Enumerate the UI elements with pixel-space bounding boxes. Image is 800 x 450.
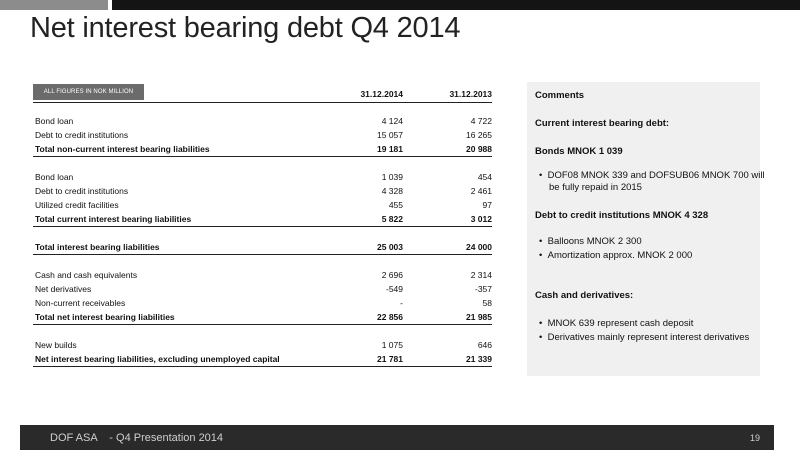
row-value-2014: 455 [388, 200, 403, 210]
table-row [33, 184, 492, 198]
row-label: Utilized credit facilities [35, 200, 119, 210]
row-label: Bond loan [35, 172, 74, 182]
row-value-2014: 22 856 [377, 312, 403, 322]
table-row-total [33, 142, 492, 157]
row-value-2013: 4 722 [470, 116, 492, 126]
column-header-2013: 31.12.2013 [449, 89, 492, 99]
row-value-2014: 21 781 [377, 354, 403, 364]
units-badge: ALL FIGURES IN NOK MILLION [33, 84, 144, 100]
page-number: 19 [749, 433, 760, 443]
row-value-2013: 58 [482, 298, 492, 308]
row-label: Total net interest bearing liabilities [35, 312, 175, 322]
bonds-bullet: • DOF08 MNOK 339 and DOFSUB06 MNOK 700 will be fully repaid in 2015 [539, 170, 765, 193]
credit-bullet: • Amortization approx. MNOK 2 000 [539, 250, 693, 261]
row-value-2014: -549 [385, 284, 403, 294]
row-label: Debt to credit institutions [35, 130, 129, 140]
row-value-2013: 2 461 [470, 186, 492, 196]
row-value-2013: 16 265 [466, 130, 492, 140]
credit-bullet: • Balloons MNOK 2 300 [539, 236, 642, 247]
row-value-2013: 454 [477, 172, 492, 182]
row-value-2014: 1 039 [381, 172, 403, 182]
comments-panel [527, 82, 765, 376]
top-bar-accent [0, 0, 108, 10]
row-value-2014: 2 696 [381, 270, 403, 280]
table-row [33, 198, 492, 212]
column-header-2014: 31.12.2014 [360, 89, 403, 99]
comments-heading: Comments [535, 90, 585, 101]
row-label: Total interest bearing liabilities [35, 242, 160, 252]
table-row [33, 128, 492, 142]
row-value-2014: 19 181 [377, 144, 403, 154]
table-row [33, 282, 492, 296]
row-value-2014: 15 057 [377, 130, 403, 140]
table-row-total [33, 310, 492, 325]
row-value-2013: 97 [482, 200, 492, 210]
row-value-2014: 25 003 [377, 242, 403, 252]
current-debt-heading: Current interest bearing debt: [535, 118, 670, 129]
table-row [33, 296, 492, 310]
bullet-text: MNOK 639 represent cash deposit [547, 318, 694, 329]
footer-bar [20, 425, 774, 450]
table-row [33, 114, 492, 128]
row-value-2014: 1 075 [381, 340, 403, 350]
cash-bullet: • Derivatives mainly represent interest derivatives [539, 332, 750, 343]
row-value-2014: 4 124 [381, 116, 403, 126]
row-label: Total non-current interest bearing liabilities [35, 144, 210, 154]
footer-text: DOF ASA - Q4 Presentation 2014 [50, 432, 224, 444]
top-bar [0, 0, 800, 10]
row-value-2013: 2 314 [470, 270, 492, 280]
bullet-text: Balloons MNOK 2 300 [547, 236, 642, 247]
table-row [33, 170, 492, 184]
row-value-2013: 21 339 [466, 354, 492, 364]
table-row-total [33, 352, 492, 367]
row-label: Total current interest bearing liabilities [35, 214, 192, 224]
row-value-2014: 5 822 [381, 214, 403, 224]
row-value-2013: 24 000 [466, 242, 492, 252]
table-row [33, 338, 492, 352]
row-value-2013: 21 985 [466, 312, 492, 322]
row-label: Cash and cash equivalents [35, 270, 138, 280]
row-label: Net derivatives [35, 284, 92, 294]
row-label: New builds [35, 340, 77, 350]
row-value-2014: 4 328 [381, 186, 403, 196]
bullet-text: DOF08 MNOK 339 and DOFSUB06 MNOK 700 will be fully repaid in 2015 [547, 170, 765, 193]
row-value-2013: 3 012 [470, 214, 492, 224]
header-rule [33, 102, 492, 103]
table-row [33, 268, 492, 282]
cash-heading: Cash and derivatives: [535, 290, 634, 301]
bonds-heading: Bonds MNOK 1 039 [535, 146, 623, 157]
row-value-2014: - [400, 298, 403, 308]
slide-title: Net interest bearing debt Q4 2014 [30, 12, 461, 44]
row-label: Net interest bearing liabilities, excluding unemployed capital [35, 354, 280, 364]
row-label: Bond loan [35, 116, 74, 126]
table-row-total [33, 212, 492, 227]
row-value-2013: -357 [474, 284, 492, 294]
bullet-text: Derivatives mainly represent interest derivatives [547, 332, 750, 343]
bullet-text: Amortization approx. MNOK 2 000 [547, 250, 693, 261]
credit-heading: Debt to credit institutions MNOK 4 328 [535, 210, 709, 221]
row-label: Non-current receivables [35, 298, 126, 308]
row-value-2013: 20 988 [466, 144, 492, 154]
top-bar-gap [108, 0, 112, 10]
table-row-total [33, 240, 492, 255]
row-label: Debt to credit institutions [35, 186, 129, 196]
row-value-2013: 646 [477, 340, 492, 350]
cash-bullet: • MNOK 639 represent cash deposit [539, 318, 694, 329]
